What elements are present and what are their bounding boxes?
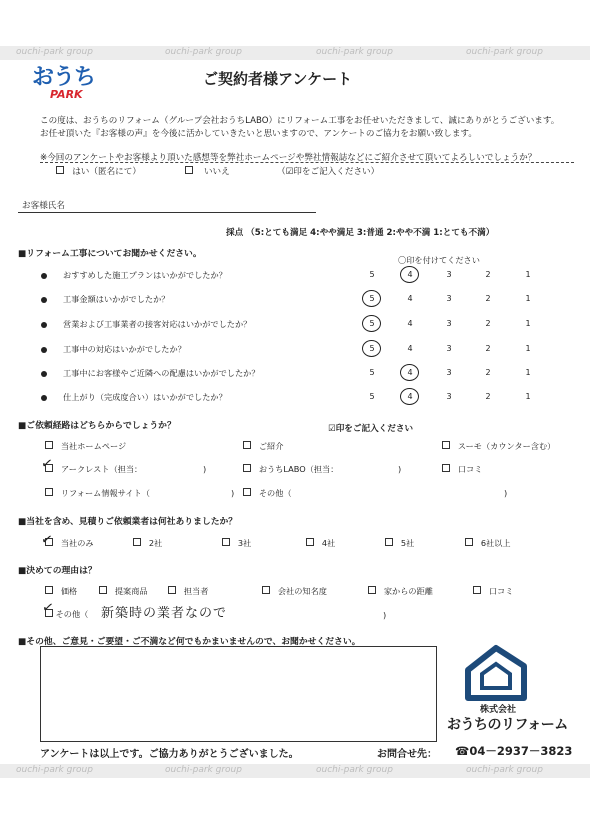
ouchi-park-logo bbox=[32, 60, 112, 106]
rating-score-5[interactable]: 5 bbox=[369, 270, 375, 279]
rating-score-4[interactable]: 4 bbox=[407, 270, 413, 279]
rating-hint: 〇印を付けてください bbox=[398, 255, 480, 265]
checkbox-icon[interactable] bbox=[185, 166, 193, 174]
consent-yes-label: はい（匿名にて） bbox=[72, 167, 141, 177]
watermark-text: ouchi-park group bbox=[466, 47, 543, 57]
option-label: 口コミ bbox=[457, 464, 483, 474]
watermark-text: ouchi-park group bbox=[16, 765, 93, 775]
option-label: 会社の知名度 bbox=[277, 586, 327, 596]
page-title: ご契約者様アンケート bbox=[203, 70, 353, 88]
rating-score-4[interactable]: 4 bbox=[407, 344, 413, 353]
estimate-option-5[interactable] bbox=[385, 538, 414, 549]
checkbox-icon[interactable] bbox=[45, 586, 53, 594]
contact-label: お問合せ先： bbox=[377, 749, 437, 760]
option-label: ご紹介 bbox=[258, 441, 284, 451]
estimate-option-3[interactable] bbox=[222, 538, 251, 549]
rating-score-1[interactable]: 1 bbox=[525, 294, 531, 303]
watermark-text: ouchi-park group bbox=[316, 47, 393, 57]
rating-score-5[interactable]: 5 bbox=[369, 294, 375, 303]
consent-underline bbox=[40, 162, 574, 164]
option-label: 担当者 bbox=[183, 586, 209, 596]
checkbox-icon[interactable] bbox=[243, 464, 251, 472]
checkbox-icon[interactable] bbox=[385, 538, 393, 546]
consent-no-label: いいえ bbox=[203, 167, 230, 177]
customer-name-line bbox=[18, 212, 316, 213]
rating-score-3[interactable]: 3 bbox=[446, 270, 452, 279]
reason-other-answer[interactable]: 新築時の業者なので bbox=[101, 606, 228, 621]
checkbox-icon[interactable] bbox=[442, 441, 450, 449]
option-label: その他（ bbox=[55, 609, 89, 619]
selected-score-circle bbox=[362, 315, 381, 332]
company-label: 株式会社 bbox=[480, 705, 517, 715]
reason-option-3[interactable] bbox=[168, 586, 208, 597]
reason-option-1[interactable] bbox=[45, 586, 77, 597]
route-option-suumo[interactable] bbox=[442, 441, 555, 452]
rating-score-5[interactable]: 5 bbox=[369, 392, 375, 401]
reason-heading: ■決めての理由は？ bbox=[18, 566, 97, 576]
rating-score-3[interactable]: 3 bbox=[446, 319, 452, 328]
bullet-icon bbox=[41, 371, 47, 377]
reason-option-2[interactable] bbox=[99, 586, 148, 597]
checkbox-icon[interactable] bbox=[243, 488, 251, 496]
rating-heading: ■リフォーム工事についてお聞かせください。 bbox=[18, 249, 202, 259]
watermark-text: ouchi-park group bbox=[165, 765, 242, 775]
option-label: 家からの距離 bbox=[383, 586, 433, 596]
rating-question-1: おすすめした施工プランはいかがでしたか？ bbox=[63, 270, 227, 280]
close-paren: ) bbox=[504, 488, 508, 498]
watermark-text: ouchi-park group bbox=[316, 765, 393, 775]
thanks-text: アンケートは以上です。ご協力ありがとうございました。 bbox=[40, 749, 299, 760]
checkbox-icon[interactable] bbox=[45, 488, 53, 496]
option-label: 提案商品 bbox=[114, 586, 148, 596]
customer-name-field[interactable] bbox=[78, 199, 314, 210]
route-option-homepage[interactable] bbox=[45, 441, 126, 452]
watermark-text: ouchi-park group bbox=[165, 47, 242, 57]
option-label: 5社 bbox=[400, 538, 415, 548]
logo-main-text: おうち bbox=[32, 65, 96, 90]
consent-question: ※今回のアンケートやお客様より頂いた感想等を弊社ホームページや弊社情報誌などにご紹介させて頂いてよろしいでしょうか？ bbox=[40, 153, 537, 163]
option-label: 当社のみ bbox=[60, 538, 94, 548]
option-label: 当社ホームページ bbox=[60, 441, 127, 451]
rating-score-2[interactable]: 2 bbox=[485, 344, 491, 353]
estimate-option-4[interactable] bbox=[306, 538, 335, 549]
watermark-text: ouchi-park group bbox=[16, 47, 93, 57]
route-option-word-of-mouth[interactable] bbox=[442, 464, 482, 475]
estimates-heading: ■当社を含め、見積りご依頼業者は何社ありましたか？ bbox=[18, 517, 238, 527]
bullet-icon bbox=[41, 395, 47, 401]
checkbox-icon[interactable] bbox=[442, 464, 450, 472]
rating-score-5[interactable]: 5 bbox=[369, 368, 375, 377]
close-paren: ) bbox=[398, 464, 402, 474]
rating-score-2[interactable]: 2 bbox=[485, 319, 491, 328]
logo-sub-text: PARK bbox=[50, 88, 83, 101]
checkbox-icon[interactable] bbox=[133, 538, 141, 546]
rating-score-1[interactable]: 1 bbox=[525, 319, 531, 328]
contact-phone: ☎04－2937－3823 bbox=[455, 744, 573, 758]
option-label: おうちLABO（担当： bbox=[258, 464, 339, 474]
bullet-icon bbox=[41, 297, 47, 303]
rating-score-5[interactable]: 5 bbox=[369, 319, 375, 328]
option-label: 価格 bbox=[60, 586, 78, 596]
route-option-ouchi-labo[interactable] bbox=[243, 464, 338, 475]
reason-option-4[interactable] bbox=[262, 586, 327, 597]
option-label: 4社 bbox=[321, 538, 336, 548]
checkbox-icon[interactable] bbox=[45, 441, 53, 449]
rating-score-2[interactable]: 2 bbox=[485, 368, 491, 377]
company-name: おうちのリフォーム bbox=[447, 717, 568, 733]
rating-question-4: 工事中の対応はいかがでしたか？ bbox=[63, 344, 186, 354]
option-label: 2社 bbox=[148, 538, 163, 548]
rating-question-3: 営業および工事業者の接客対応はいかがでしたか？ bbox=[63, 319, 252, 329]
selected-score-circle bbox=[400, 364, 419, 381]
watermark-text: ouchi-park group bbox=[466, 765, 543, 775]
rating-score-3[interactable]: 3 bbox=[446, 368, 452, 377]
estimate-option-2[interactable] bbox=[133, 538, 162, 549]
rating-score-4[interactable]: 4 bbox=[407, 368, 413, 377]
estimate-option-6[interactable] bbox=[465, 538, 511, 549]
option-label: 6社以上 bbox=[480, 538, 511, 548]
route-option-referral[interactable] bbox=[243, 441, 283, 452]
checkbox-icon[interactable] bbox=[243, 441, 251, 449]
comments-heading: ■その他、ご意見・ご要望・ご不満など何でもかまいませんので、お聞かせください。 bbox=[18, 637, 361, 647]
rating-score-1[interactable]: 1 bbox=[525, 344, 531, 353]
selected-score-circle bbox=[400, 266, 419, 283]
watermark-bar-bottom bbox=[0, 764, 590, 778]
checkbox-icon[interactable] bbox=[368, 586, 376, 594]
option-label: その他（ bbox=[258, 488, 292, 498]
route-option-other[interactable] bbox=[243, 488, 292, 499]
consent-yes-option[interactable] bbox=[56, 165, 141, 177]
option-label: 口コミ bbox=[488, 586, 514, 596]
checkbox-icon[interactable] bbox=[222, 538, 230, 546]
selected-score-circle bbox=[400, 388, 419, 405]
rating-score-3[interactable]: 3 bbox=[446, 344, 452, 353]
reason-option-6[interactable] bbox=[473, 586, 513, 597]
close-paren: ) bbox=[383, 610, 387, 620]
selected-score-circle bbox=[362, 340, 381, 357]
rating-score-2[interactable]: 2 bbox=[485, 270, 491, 279]
house-logo-icon bbox=[462, 644, 542, 702]
customer-name-label: お客様氏名 bbox=[22, 201, 65, 211]
rating-score-1[interactable]: 1 bbox=[525, 368, 531, 377]
rating-score-5[interactable]: 5 bbox=[369, 344, 375, 353]
watermark-bar-top bbox=[0, 46, 590, 60]
checkbox-icon[interactable] bbox=[168, 586, 176, 594]
rating-score-4[interactable]: 4 bbox=[407, 294, 413, 303]
rating-question-5: 工事中にお客様やご近隣への配慮はいかがでしたか？ bbox=[63, 368, 260, 378]
bullet-icon bbox=[41, 347, 47, 353]
handwritten-check-mark: ✓ bbox=[39, 455, 55, 473]
handwritten-check-mark: ✓ bbox=[39, 531, 55, 549]
option-label: リフォーム情報サイト（ bbox=[60, 488, 150, 498]
rating-score-2[interactable]: 2 bbox=[485, 294, 491, 303]
bullet-icon bbox=[41, 322, 47, 328]
bullet-icon bbox=[41, 273, 47, 279]
checkbox-icon[interactable] bbox=[473, 586, 481, 594]
checkbox-icon[interactable] bbox=[56, 166, 64, 174]
scale-legend: 採点 （5:とても満足 4:やや満足 3:普通 2:やや不満 1:とても不満） bbox=[226, 228, 495, 238]
reason-option-5[interactable] bbox=[368, 586, 433, 597]
option-label: アークレスト（担当： bbox=[60, 464, 143, 474]
selected-score-circle bbox=[362, 290, 381, 307]
close-paren: ) bbox=[203, 464, 207, 474]
rating-score-1[interactable]: 1 bbox=[525, 270, 531, 279]
route-heading: ■ご依頼経路はどちらからでしょうか？ bbox=[18, 421, 176, 431]
comments-box[interactable] bbox=[40, 646, 437, 742]
rating-score-3[interactable]: 3 bbox=[446, 294, 452, 303]
rating-score-4[interactable]: 4 bbox=[407, 319, 413, 328]
consent-no-option[interactable] bbox=[185, 165, 230, 177]
intro-line-1: この度は、おうちのリフォーム（グループ会社おうちLABO）にリフォーム工事をお任せいただきまして、誠にありがとうございます。 bbox=[40, 116, 560, 126]
close-paren: ) bbox=[231, 488, 235, 498]
rating-question-2: 工事金額はいかがでしたか？ bbox=[63, 294, 170, 304]
option-label: 3社 bbox=[237, 538, 252, 548]
rating-score-4[interactable]: 4 bbox=[407, 392, 413, 401]
intro-line-2: お任せ頂いた『お客様の声』を今後に活かしていきたいと思いますので、アンケートのご協力をお願い致します。 bbox=[40, 129, 477, 139]
rating-score-1[interactable]: 1 bbox=[525, 392, 531, 401]
route-option-arcrest[interactable] bbox=[45, 464, 142, 475]
checkbox-icon[interactable] bbox=[262, 586, 270, 594]
route-hint: ☑印をご記入ください bbox=[328, 424, 414, 434]
rating-question-6: 仕上がり（完成度合い）はいかがでしたか？ bbox=[63, 392, 227, 402]
consent-note: （☑印をご記入ください） bbox=[277, 167, 380, 177]
rating-score-3[interactable]: 3 bbox=[446, 392, 452, 401]
checkbox-icon[interactable] bbox=[465, 538, 473, 546]
checkbox-icon[interactable] bbox=[306, 538, 314, 546]
option-label: スーモ（カウンター含む） bbox=[457, 441, 556, 451]
handwritten-check-mark: ✓ bbox=[40, 599, 56, 617]
rating-score-2[interactable]: 2 bbox=[485, 392, 491, 401]
checkbox-icon[interactable] bbox=[99, 586, 107, 594]
route-option-reform-site[interactable] bbox=[45, 488, 150, 499]
